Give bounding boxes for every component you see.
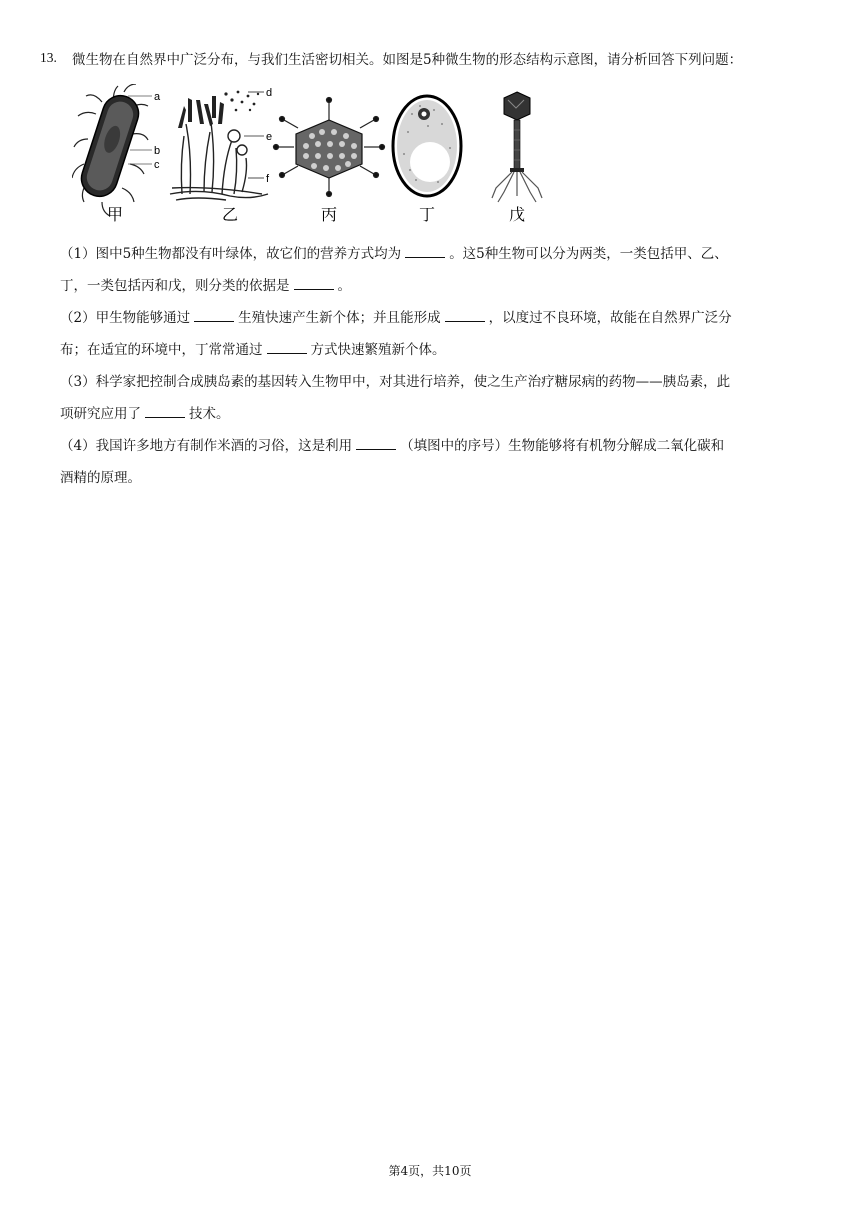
sub-question-text: 布；在适宜的环境中，丁常常通过	[60, 342, 263, 358]
sub-question-text: 技术。	[189, 406, 230, 422]
sub-question-line	[60, 302, 810, 334]
sub-question-line	[60, 238, 810, 270]
sub-question-text: 丁，一类包括丙和戊，则分类的依据是	[60, 278, 290, 294]
sub-question-4	[60, 430, 810, 494]
sub-question-text: 生殖快速产生新个体；并且能形成	[238, 310, 441, 326]
answer-blank[interactable]	[267, 339, 307, 354]
sub-question-line	[60, 430, 810, 462]
sub-question-text: （填图中的序号）生物能够将有机物分解成二氧化碳和	[400, 438, 725, 454]
answer-blank[interactable]	[445, 307, 485, 322]
mold-drawing	[170, 91, 268, 200]
sub-question-text: 。这5种生物可以分为两类，一类包括甲、乙、	[449, 246, 728, 262]
label-d: d	[266, 87, 273, 99]
figure-label-bing: 丙	[320, 205, 337, 224]
sub-question-line	[60, 366, 810, 398]
virus-drawing	[274, 98, 385, 197]
figure-label-jia: 甲	[106, 205, 123, 224]
answer-blank[interactable]	[356, 435, 396, 450]
sub-question-line	[60, 398, 810, 430]
sub-question-2	[60, 302, 810, 366]
bacteriophage-drawing	[492, 92, 542, 202]
question-stem: 微生物在自然界中广泛分布，与我们生活密切相关。如图是5种微生物的形态结构示意图，请分析回答下列问题：	[72, 52, 743, 68]
sub-question-text: （1）图中5种生物都没有叶绿体，故它们的营养方式均为	[60, 246, 402, 262]
label-b: b	[154, 145, 161, 157]
answer-blank[interactable]	[145, 403, 185, 418]
sub-question-text: 。	[337, 278, 351, 294]
sub-question-text: （3）科学家把控制合成胰岛素的基因转入生物甲中，对其进行培养，使之生产治疗糖尿病的药物——胰岛素，此	[60, 374, 731, 390]
question-number: 13.	[40, 50, 57, 65]
sub-question-text: 项研究应用了	[60, 406, 141, 422]
answer-blank[interactable]	[294, 275, 334, 290]
page-footer: 第4页，共10页	[388, 1164, 472, 1178]
sub-question-line	[60, 334, 810, 366]
figure-label-ding: 丁	[418, 205, 435, 224]
figure-label-yi: 乙	[221, 205, 238, 224]
sub-question-text: （4）我国许多地方有制作米酒的习俗，这是利用	[60, 438, 353, 454]
sub-question-text: ，以度过不良环境，故能在自然界广泛分	[488, 310, 732, 326]
sub-question-text: （2）甲生物能够通过	[60, 310, 191, 326]
label-e: e	[266, 131, 273, 143]
answer-blank[interactable]	[194, 307, 234, 322]
sub-question-1	[60, 238, 810, 302]
sub-question-3	[60, 366, 810, 430]
sub-question-line	[60, 462, 810, 494]
bacterium-drawing	[72, 84, 152, 216]
yeast-drawing	[393, 96, 461, 196]
sub-question-line	[60, 270, 810, 302]
sub-question-text: 方式快速繁殖新个体。	[310, 342, 446, 358]
answer-blank[interactable]	[405, 243, 445, 258]
label-f: f	[266, 173, 270, 185]
label-c: c	[154, 159, 160, 171]
sub-question-text: 酒精的原理。	[60, 470, 141, 486]
label-a: a	[154, 91, 161, 103]
figure-label-wu: 戊	[508, 205, 525, 224]
